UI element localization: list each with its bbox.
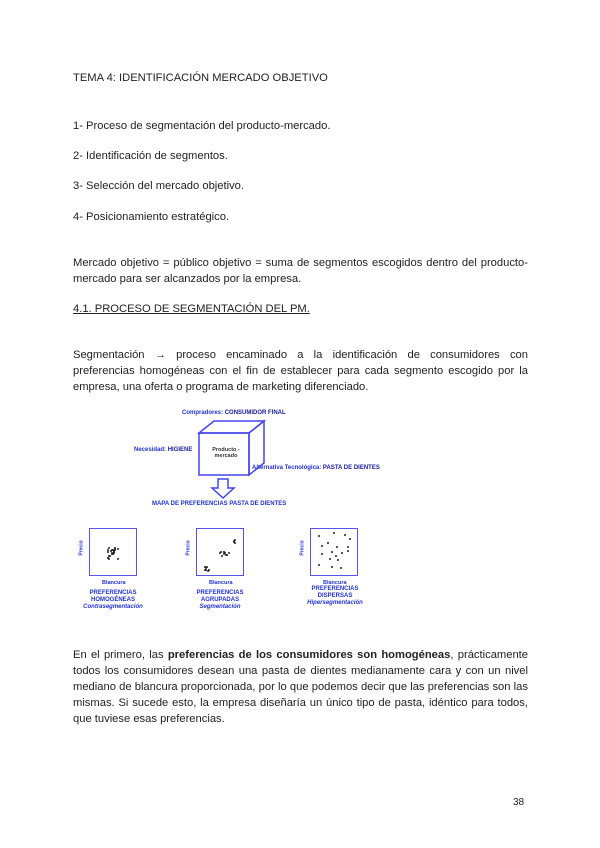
scatter-dot bbox=[318, 564, 320, 566]
scatter-dot bbox=[341, 552, 343, 554]
y-axis-label: Precio bbox=[299, 540, 306, 556]
scatter-dot bbox=[347, 550, 349, 552]
y-axis-label: Precio bbox=[185, 540, 192, 556]
scatter-dot bbox=[331, 566, 333, 568]
arrow-down-icon bbox=[210, 478, 236, 500]
list-item: 1- Proceso de segmentación del producto-mercado. bbox=[73, 120, 331, 132]
scatter-dot bbox=[336, 546, 338, 548]
map-caption: PREFERENCIAS HOMOGÉNEAS Contrasegmentación bbox=[83, 590, 143, 610]
x-axis-label: Blancura bbox=[323, 580, 347, 586]
x-axis-label: Blancura bbox=[102, 580, 126, 586]
alternativa-label: Alternativa Tecnológica: PASTA DE DIENTES bbox=[252, 465, 380, 471]
scatter-dot bbox=[204, 566, 206, 568]
list-item: 4- Posicionamiento estratégico. bbox=[73, 211, 230, 223]
scatter-dot bbox=[108, 547, 110, 549]
map-title: MAPA DE PREFERENCIAS PASTA DE DIENTES bbox=[152, 501, 287, 507]
scatter-dot bbox=[344, 534, 346, 536]
scatter-dot bbox=[228, 552, 230, 554]
list-item: 2- Identificación de segmentos. bbox=[73, 150, 228, 162]
scatter-dot bbox=[331, 551, 333, 553]
scatter-dot bbox=[225, 554, 227, 556]
necesidad-label: Necesidad: HIGIENE bbox=[134, 447, 193, 453]
definition-paragraph: Mercado objetivo = público objetivo = suma de segmentos escogidos dentro del producto-mercado para ser alcanzados por la empresa. bbox=[73, 257, 528, 285]
scatter-dot bbox=[111, 553, 113, 555]
scatter-dot bbox=[347, 546, 349, 548]
scatter-dot bbox=[321, 545, 323, 547]
list-item: 3- Selección del mercado objetivo. bbox=[73, 180, 245, 192]
x-axis-label: Blancura bbox=[209, 580, 233, 586]
scatter-dot bbox=[318, 535, 320, 537]
scatter-dot bbox=[327, 542, 329, 544]
scatter-dot bbox=[223, 553, 225, 555]
scatter-dot bbox=[335, 555, 337, 557]
compradores-label: Compradores: CONSUMIDOR FINAL bbox=[182, 410, 286, 416]
scatter-dot bbox=[329, 558, 331, 560]
scatter-dot bbox=[204, 569, 206, 571]
scatter-dot bbox=[113, 552, 115, 554]
explanation-paragraph: En el primero, las preferencias de los consumidores son homogéneas, prácticamente todos los consumidores desean una pasta de dientes medianamente cara y con un nivel mediano de blancura proporcionada, por lo que podemos decir que las preferencias son las mismas. Si sucede esto, la empresa diseñaría un único tipo de pasta, idéntico para todos, que tuviese esas preferencias. bbox=[73, 649, 529, 725]
scatter-dot bbox=[333, 532, 335, 534]
page-title: TEMA 4: IDENTIFICACIÓN MERCADO OBJETIVO bbox=[73, 72, 328, 84]
scatter-dot bbox=[233, 541, 235, 543]
scatter-dot bbox=[113, 550, 115, 552]
map-caption: PREFERENCIAS AGRUPADAS Segmentación bbox=[196, 590, 244, 610]
y-axis-label: Precio bbox=[78, 540, 85, 556]
scatter-dot bbox=[349, 538, 351, 540]
page-number: 38 bbox=[513, 797, 525, 808]
scatter-dot bbox=[321, 553, 323, 555]
scatter-dot bbox=[340, 567, 342, 569]
map-caption: PREFERENCIAS DISPERSAS Hipersegmentación bbox=[307, 586, 363, 606]
segmentation-paragraph: Segmentación → proceso encaminado a la identificación de consumidores con preferencias homogéneas con el fin de establecer para cada segmento escogido por la empresa, una oferta o programa de marketing diferenciado. bbox=[73, 349, 528, 393]
cube-label: Producto - mercado bbox=[212, 447, 240, 459]
scatter-dot bbox=[337, 559, 339, 561]
section-heading: 4.1. PROCESO DE SEGMENTACIÓN DEL PM. bbox=[73, 303, 310, 315]
